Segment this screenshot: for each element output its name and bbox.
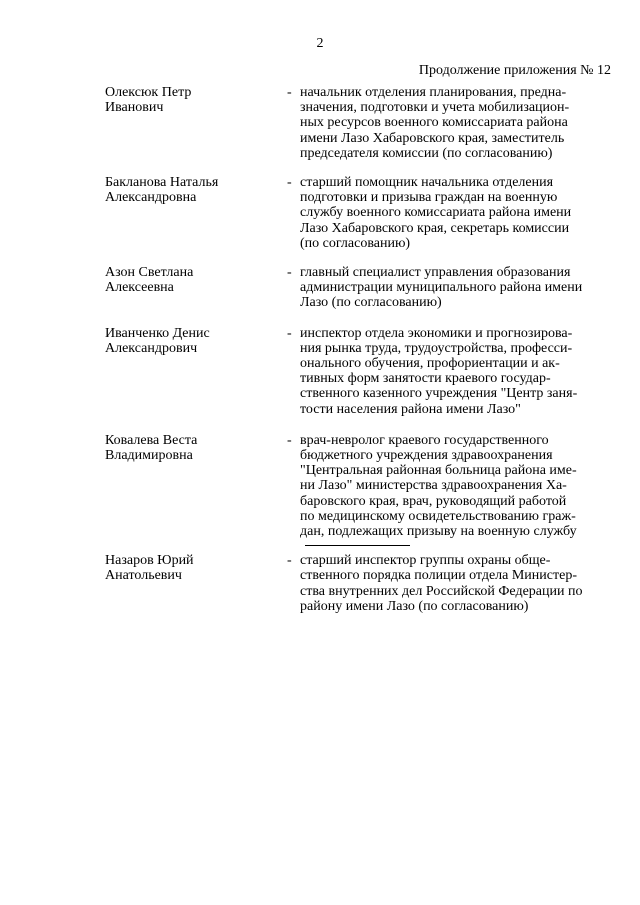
member-name: Ковалева Веста Владимировна bbox=[105, 432, 198, 464]
member-dash: - bbox=[287, 325, 292, 341]
member-dash: - bbox=[287, 175, 292, 191]
member-role: старший инспектор группы охраны обще- ственного порядка полиции отдела Министер- ства внутренних дел Российской Федерации по району имени Лазо (по согласованию) bbox=[300, 553, 583, 614]
member-row bbox=[0, 326, 640, 417]
member-row bbox=[0, 85, 640, 161]
member-dash: - bbox=[287, 432, 292, 448]
member-row bbox=[0, 553, 640, 614]
member-row bbox=[0, 433, 640, 539]
member-role: начальник отделения планирования, предна- значения, подготовки и учета мобилизацион- ных ресурсов военного комиссариата района имени Лазо Хабаровского края, заместитель председателя комиссии (по согласованию) bbox=[300, 85, 570, 161]
member-role: главный специалист управления образования администрации муниципального района имени Лазо (по согласованию) bbox=[300, 265, 583, 311]
end-of-document-rule bbox=[305, 545, 410, 546]
member-name: Бакланова Наталья Александровна bbox=[105, 175, 219, 206]
member-name: Иванченко Денис Александрович bbox=[105, 325, 210, 356]
member-dash: - bbox=[287, 265, 292, 281]
member-name: Олексюк Петр Иванович bbox=[105, 85, 192, 116]
member-dash: - bbox=[287, 553, 292, 569]
member-dash: - bbox=[287, 85, 292, 100]
commission-members-list bbox=[0, 85, 640, 614]
member-role: старший помощник начальника отделения подготовки и призыва граждан на военную службу военного комиссариата района имени Лазо Хабаровского края, секретарь комиссии (по согласованию) bbox=[300, 175, 572, 251]
member-name: Азон Светлана Алексеевна bbox=[105, 265, 194, 296]
member-row bbox=[0, 175, 640, 251]
page-number: 2 bbox=[316, 36, 324, 51]
appendix-continuation-note: Продолжение приложения № 12 bbox=[418, 63, 611, 78]
member-row bbox=[0, 265, 640, 311]
member-role: врач-невролог краевого государственного бюджетного учреждения здравоохранения "Центральная районная больница района име- ни Лазо" министерства здравоохранения Ха- баровского края, врач, руководящий работой по медицинскому освидетельствованию граж- дан, подлежащих призыву на военную службу bbox=[300, 432, 577, 540]
member-role: инспектор отдела экономики и прогнозирова- ния рынка труда, трудоустройства, професси- онального обучения, профориентации и ак- тивных форм занятости краевого государ- ственного казенного учреждения "Центр заня- тости населения района имени Лазо" bbox=[300, 325, 578, 417]
member-name: Назаров Юрий Анатольевич bbox=[105, 553, 194, 584]
